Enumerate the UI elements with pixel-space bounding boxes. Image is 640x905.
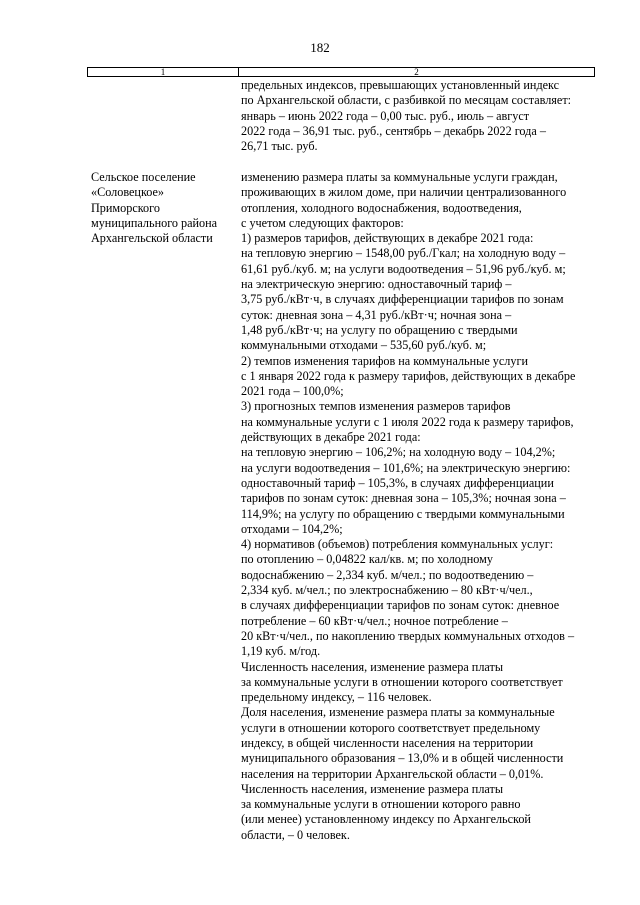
description-line: муниципального образования – 13,0% и в общей численности bbox=[241, 751, 564, 766]
description-line: населения на территории Архангельской области – 0,01%. bbox=[241, 766, 544, 781]
continuation-line: предельных индексов, превышающих установленный индекс bbox=[241, 78, 560, 92]
description-line: предельному индексу, – 116 человек. bbox=[241, 690, 432, 705]
description-line: на тепловую энергию – 1548,00 руб./Гкал; на холодную воду – bbox=[241, 246, 566, 261]
description-line: 2,334 куб. м/чел.; по электроснабжению – 80 кВт·ч/чел., bbox=[241, 583, 533, 598]
description-line: 1) размеров тарифов, действующих в декабре 2021 года: bbox=[241, 231, 534, 246]
description-line: 1,19 куб. м/год. bbox=[241, 644, 321, 659]
description-line: услуги в отношении которого соответствует предельному bbox=[241, 720, 541, 735]
description-line: области, – 0 человек. bbox=[241, 827, 350, 842]
description-line: по отоплению – 0,04822 кал/кв. м; по холодному bbox=[241, 552, 493, 567]
municipality-line: «Соловецкое» bbox=[91, 185, 164, 200]
description-line: за коммунальные услуги в отношении которого соответствует bbox=[241, 674, 563, 689]
table-header-col-2: 2 bbox=[414, 67, 419, 77]
description-line: индексу, в общей численности населения на территории bbox=[241, 735, 534, 750]
continuation-line: 26,71 тыс. руб. bbox=[241, 139, 318, 154]
continuation-text bbox=[241, 78, 599, 154]
description-line: Доля населения, изменение размера платы за коммунальные bbox=[241, 705, 555, 720]
description-line: 2021 года – 100,0%; bbox=[241, 384, 344, 399]
description-line: коммунальными отходами – 535,60 руб./куб. м; bbox=[241, 338, 487, 353]
description-line: отопления, холодного водоснабжения, водоотведения, bbox=[241, 200, 522, 215]
description-line: изменению размера платы за коммунальные услуги граждан, bbox=[241, 170, 558, 184]
description-line: одноставочный тариф – 105,3%, в случаях дифференциации bbox=[241, 475, 554, 490]
continuation-line: 2022 года – 36,91 тыс. руб., сентябрь – декабрь 2022 года – bbox=[241, 123, 546, 138]
description-line: 61,61 руб./куб. м; на услуги водоотведения – 51,96 руб./куб. м; bbox=[241, 261, 566, 276]
municipality-line: муниципального района bbox=[91, 215, 218, 230]
description-line: суток: дневная зона – 4,31 руб./кВт·ч; ночная зона – bbox=[241, 307, 512, 322]
tariff-description bbox=[241, 170, 599, 843]
description-line: на тепловую энергию – 106,2%; на холодную воду – 104,2%; bbox=[241, 445, 556, 460]
continuation-line: январь – июнь 2022 года – 0,00 тыс. руб., июль – август bbox=[241, 108, 530, 123]
description-line: водоснабжению – 2,334 куб. м/чел.; по водоотведению – bbox=[241, 567, 534, 582]
description-line: Численность населения, изменение размера платы bbox=[241, 781, 504, 796]
municipality-line: Приморского bbox=[91, 200, 160, 215]
description-line: на коммунальные услуги с 1 июля 2022 года к размеру тарифов, bbox=[241, 414, 574, 429]
description-line: 1,48 руб./кВт·ч; на услугу по обращению с твердыми bbox=[241, 322, 518, 337]
municipality-name bbox=[91, 170, 236, 246]
description-line: 3) прогнозных темпов изменения размеров тарифов bbox=[241, 399, 511, 414]
description-line: 4) нормативов (объемов) потребления коммунальных услуг: bbox=[241, 537, 554, 552]
description-line: с учетом следующих факторов: bbox=[241, 215, 404, 230]
continuation-line: по Архангельской области, с разбивкой по месяцам составляет: bbox=[241, 93, 572, 108]
page-number: 182 bbox=[310, 40, 330, 55]
municipality-line: Сельское поселение bbox=[91, 170, 196, 184]
description-line: проживающих в жилом доме, при наличии централизованного bbox=[241, 185, 567, 200]
description-line: отходами – 104,2%; bbox=[241, 521, 343, 536]
description-line: тарифов по зонам суток: дневная зона – 105,3%; ночная зона – bbox=[241, 491, 566, 506]
description-line: 3,75 руб./кВт·ч, в случаях дифференциации тарифов по зонам bbox=[241, 292, 564, 307]
description-line: за коммунальные услуги в отношении которого равно bbox=[241, 797, 521, 812]
description-line: в случаях дифференциации тарифов по зонам суток: дневное bbox=[241, 598, 560, 613]
municipality-line: Архангельской области bbox=[91, 231, 213, 246]
description-line: Численность населения, изменение размера платы bbox=[241, 659, 504, 674]
description-line: 20 кВт·ч/чел., по накоплению твердых коммунальных отходов – bbox=[241, 628, 575, 643]
table-header-col-1: 1 bbox=[88, 68, 239, 76]
description-line: (или менее) установленному индексу по Архангельской bbox=[241, 812, 531, 827]
description-line: на услуги водоотведения – 101,6%; на электрическую энергию: bbox=[241, 460, 571, 475]
description-line: потребление – 60 кВт·ч/чел.; ночное потребление – bbox=[241, 613, 508, 628]
table-header bbox=[87, 67, 595, 77]
description-line: 114,9%; на услугу по обращению с твердыми коммунальными bbox=[241, 506, 565, 521]
description-line: на электрическую энергию: одноставочный тариф – bbox=[241, 277, 512, 292]
description-line: действующих в декабре 2021 года: bbox=[241, 430, 421, 445]
description-line: с 1 января 2022 года к размеру тарифов, действующих в декабре bbox=[241, 368, 576, 383]
description-line: 2) темпов изменения тарифов на коммунальные услуги bbox=[241, 353, 528, 368]
